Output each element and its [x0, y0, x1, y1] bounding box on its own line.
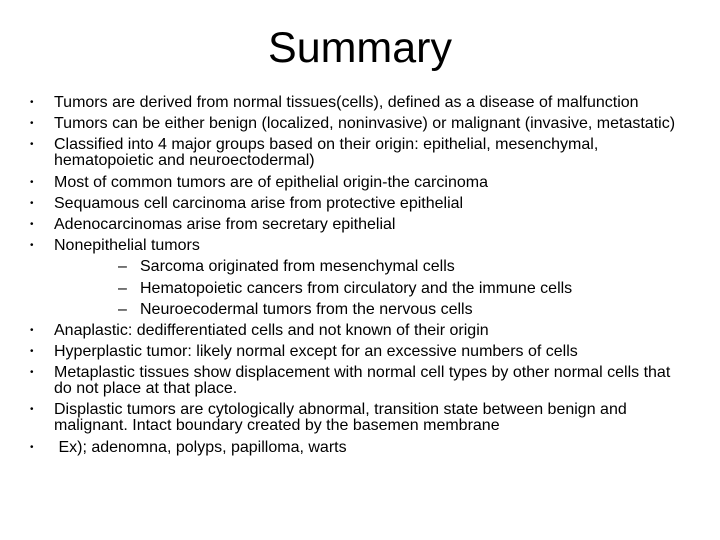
- bullet-icon: •: [30, 346, 34, 358]
- bullet-icon: •: [30, 139, 34, 151]
- sub-bullet-text: Hematopoietic cancers from circulatory and the immune cells: [140, 279, 573, 297]
- bullet-item: [0, 116, 700, 132]
- dash-icon: –: [118, 258, 127, 276]
- sub-bullet-item: [54, 281, 680, 297]
- bullet-text: Classified into 4 major groups based on their origin: epithelial, mesenchymal, hematopoietic and neuroectodermal): [54, 136, 599, 170]
- bullet-item: [0, 365, 700, 397]
- slide-body: [0, 95, 700, 461]
- bullet-text: Hyperplastic tumor: likely normal except for an excessive numbers of cells: [54, 343, 578, 361]
- bullet-text: Metaplastic tissues show displacement with normal cell types by other normal cells that do not place at that place.: [54, 364, 671, 398]
- bullet-icon: •: [30, 404, 34, 416]
- bullet-icon: •: [30, 97, 34, 108]
- bullet-item: [0, 196, 700, 212]
- bullet-item: [0, 344, 700, 360]
- bullet-text: Adenocarcinomas arise from secretary epithelial: [54, 215, 396, 233]
- sub-bullet-item: [54, 302, 680, 318]
- bullet-text: Sequamous cell carcinoma arise from protective epithelial: [54, 194, 464, 212]
- bullet-icon: •: [30, 176, 34, 188]
- bullet-icon: •: [30, 324, 34, 336]
- dash-icon: –: [118, 300, 127, 318]
- sub-bullet-item: [54, 259, 680, 275]
- bullet-text: Tumors are derived from normal tissues(cells), defined as a disease of malfunction: [54, 94, 639, 111]
- bullet-item: [0, 217, 700, 233]
- bullet-text: Tumors can be either benign (localized, noninvasive) or malignant (invasive, metastatic): [54, 115, 676, 133]
- bullet-item: [0, 95, 700, 111]
- bullet-item: [0, 323, 700, 339]
- bullet-item: [0, 137, 700, 169]
- sub-bullet-text: Sarcoma originated from mesenchymal cells: [140, 258, 455, 276]
- bullet-icon: •: [30, 118, 34, 130]
- dash-icon: –: [118, 279, 127, 297]
- bullet-item: [0, 402, 700, 434]
- bullet-icon: •: [30, 197, 34, 209]
- bullet-text: Displastic tumors are cytologically abnormal, transition state between benign and malignant. Intact boundary created by the basemen membrane: [54, 401, 627, 435]
- sub-bullet-list: [54, 259, 680, 317]
- slide-title: Summary: [268, 24, 452, 72]
- bullet-text: Nonepithelial tumors: [54, 237, 200, 255]
- sub-bullet-text: Neuroecodermal tumors from the nervous cells: [140, 300, 473, 318]
- bullet-icon: •: [30, 218, 34, 230]
- bullet-icon: •: [30, 240, 34, 252]
- bullet-item: [0, 440, 700, 456]
- bullet-text: Anaplastic: dedifferentiated cells and not known of their origin: [54, 321, 489, 339]
- bullet-icon: •: [30, 367, 34, 379]
- bullet-list: [0, 95, 700, 456]
- bullet-item: [0, 175, 700, 191]
- bullet-item: [0, 238, 700, 318]
- bullet-text: Ex); adenomna, polyps, papilloma, warts: [54, 438, 347, 456]
- bullet-icon: •: [30, 441, 34, 453]
- bullet-text: Most of common tumors are of epithelial origin-the carcinoma: [54, 173, 488, 191]
